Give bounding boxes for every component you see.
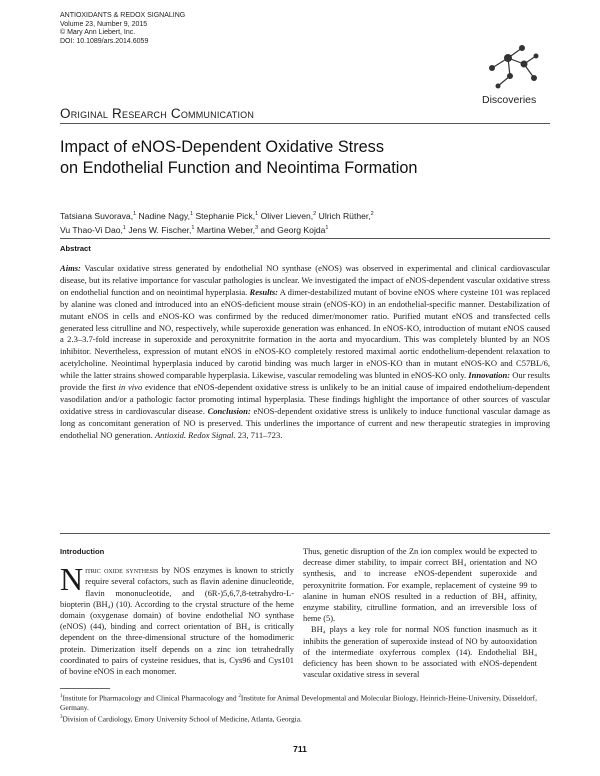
title-line-1: Impact of eNOS-Dependent Oxidative Stress [60, 138, 384, 156]
author: Jens W. Fischer,$^1$ [128, 225, 195, 236]
intro-para-1-text: by NOS enzymes is known to strictly require several cofactors, such as flavin adenine dinucleotide, flavin mononucleotide, and (6R-)5,6,7,8-tetrahydro-L-biopterin (BH₄) (10). According to the crystal structure of the heme domain (oxygenase domain) of bovine endothelial NO synthase (eNOS) (44), binding and correct orientation of BH₄ is critically dependent on the three-dimensional structure of the homodimeric protein. Dimerization itself depends on a zinc ion tetrahedrally coordinated to pairs of cysteine residues, that is, Cys96 and Cys101 of bovine eNOS in each monomer. [60, 566, 294, 677]
intro-paragraph-1 [60, 561, 294, 677]
article-title [60, 137, 530, 179]
journal-doi: DOI: 10.1089/ars.2014.6059 [60, 37, 149, 45]
intro-smallcaps: itric oxide synthesis [85, 566, 159, 576]
page-number: 711 [293, 744, 307, 754]
citation-journal: Antioxid. Redox Signal. [154, 429, 236, 440]
drop-cap: N [60, 561, 84, 598]
journal-header [60, 12, 185, 46]
results-label: Results: [249, 286, 278, 297]
footnotes [60, 692, 550, 724]
section-label-text: Original Research Communication [60, 106, 255, 121]
intro-heading: Introduction [60, 547, 105, 556]
intro-paragraph-3: BH₄ plays a key role for normal NOS function inasmuch as it inhibits the generation of superoxide instead of NO by autooxidation of the intermediate oxyferrous complex (14). Endothelial BH₄ deficiency has been shown to be associated with eNOS-dependent vascular oxidative stress in several [303, 625, 537, 680]
journal-volume: Volume 23, Number 9, 2015 [60, 20, 148, 28]
footnote-affiliations-1-2: $^1$Institute for Pharmacology and Clinical Pharmacology and $^2$Institute for Animal Developmental and Molecular Biology, Heinrich-Heine-University, Düsseldorf, Germany. [60, 693, 537, 713]
innovation-label: Innovation: [468, 370, 511, 381]
title-line-2: on Endothelial Function and Neointima Formation [60, 159, 418, 177]
footnote-affiliation-3: $^3$Division of Cardiology, Emory University School of Medicine, Atlanta, Georgia. [60, 714, 302, 724]
results-text: A dimer-destabilized mutant of bovine eNOS where cysteine 101 was replaced by alanine was cloned and introduced into an eNOS-deficient mouse strain (eNOS-KO) in an endothelial-specific manner. Destabilization of mutant eNOS in cells and eNOS-KO was confirmed by the reduced dimer/monomer ratio. Purified mutant eNOS and transfected cells generated less citrulline and NO, respectively, while superoxide generation was enhanced. In eNOS-KO, introduction of mutant eNOS caused a 2.3–3.7-fold increase in superoxide and peroxynitrite formation in the aorta and myocardium. This was completely blunted by an NOS inhibitor. Nevertheless, expression of mutant eNOS in eNOS-KO completely restored maximal aortic endothelium-dependent relaxation to acetylcholine. Neointimal hyperplasia induced by carotid binding was much larger in eNOS-KO than in mutant eNOS-KO and C57BL/6, while the latter strains showed comparable hyperplasia. Likewise, vascular remodeling was blunted in eNOS-KO only. [60, 286, 550, 381]
author-list [60, 208, 540, 237]
section-label [60, 106, 254, 121]
innovation-text-b: evidence that eNOS-dependent oxidative stress is unlikely to be an initial cause of impaired endothelium-dependent vasodilation and/or a pathologic factor promoting intimal hyperplasia. These findings highlight the importance of other sources of vascular oxidative stress in cardiovascular disease. [60, 382, 550, 416]
author: and Georg Kojda$^1$ [260, 225, 329, 236]
innovation-italic: in vivo [118, 382, 143, 393]
aims-text: Vascular oxidative stress generated by endothelial NO synthase (eNOS) was observed in experimental and clinical cardiovascular disease, but its relative importance for vascular pathologies is unclear. We investigated the impact of eNOS-dependent vascular oxidative stress on endothelial function and on neointimal hyperplasia. [60, 263, 550, 297]
journal-name: ANTIOXIDANTS & REDOX SIGNALING [60, 12, 186, 19]
abstract-top-rule [60, 238, 550, 239]
citation-rest: 23, 711–723. [237, 429, 283, 440]
section-rule [60, 123, 550, 124]
intro-paragraph-2: Thus, genetic disruption of the Zn ion complex would be expected to decrease dimer stability, to impair correct BH₄ orientation and NO synthesis, and to increase eNOS-dependent superoxide and peroxynitrite formation. For example, replacement of cysteine 99 to alanine in human eNOS resulted in a reduction of BH₄ affinity, enzyme stability, citrulline formation, and an irreversible loss of heme (5). [303, 547, 537, 624]
author: Vu Thao-Vi Dao,$^1$ [60, 225, 126, 236]
author: Stephanie Pick,$^1$ [195, 210, 259, 221]
conclusion-label: Conclusion: [207, 405, 251, 416]
discoveries-logo-icon [478, 40, 546, 92]
aims-label: Aims: [60, 263, 81, 273]
conclusion-text: eNOS-dependent oxidative stress is unlikely to induce functional vascular damage as long as concomitant generation of NO is preserved. This underlines the importance of current and new therapeutic strategies in improving endothelial NO generation. [60, 405, 551, 440]
intro-left-column [60, 546, 294, 677]
intro-right-column [303, 546, 537, 680]
abstract-heading: Abstract [60, 244, 91, 253]
discoveries-label: Discoveries [482, 94, 537, 106]
author: Oliver Lieven,$^2$ [260, 210, 317, 221]
footnote-rule [60, 688, 110, 689]
journal-copyright: © Mary Ann Liebert, Inc. [60, 29, 136, 37]
innovation-text-a: Our results provide the first [60, 370, 551, 393]
author: Martina Weber,$^3$ [196, 225, 259, 236]
abstract-body [60, 263, 550, 442]
author: Ulrich Rüther,$^2$ [318, 210, 374, 221]
author: Nadine Nagy,$^1$ [138, 210, 194, 221]
abstract-bottom-rule [60, 533, 550, 534]
author: Tatsiana Suvorava,$^1$ [60, 210, 137, 221]
